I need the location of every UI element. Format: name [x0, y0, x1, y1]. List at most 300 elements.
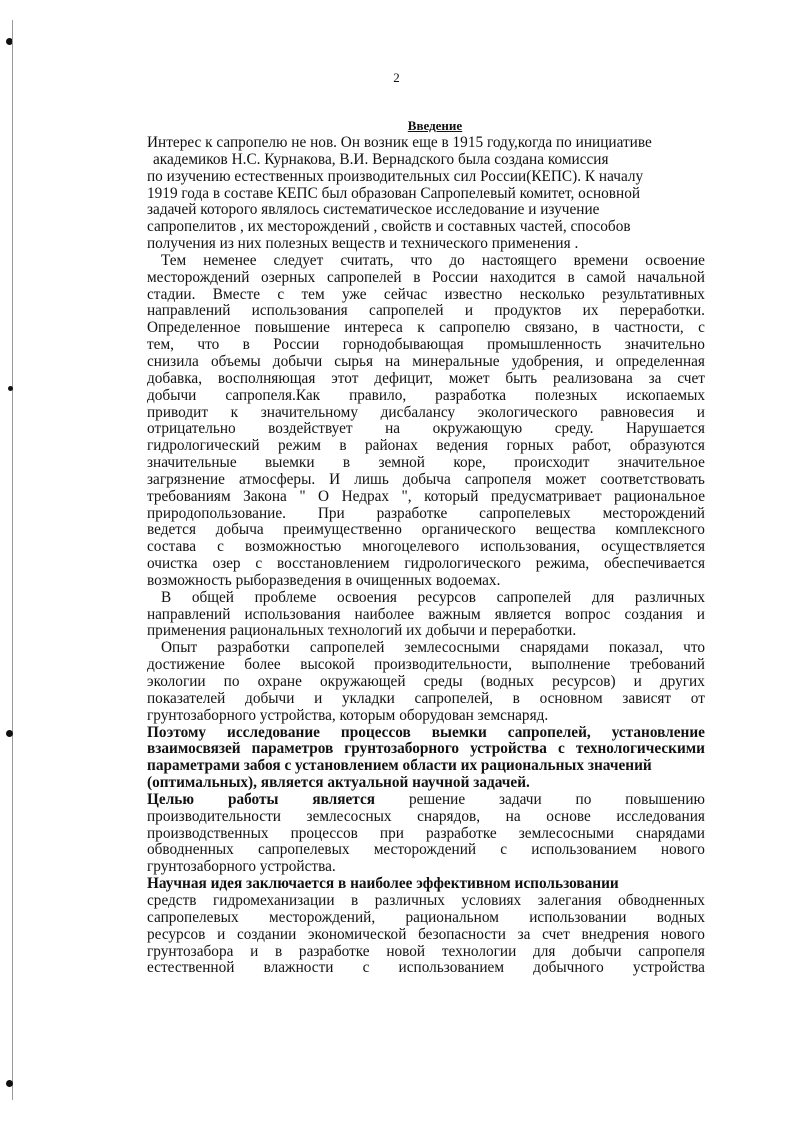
word: дефицит, [374, 369, 433, 387]
text-line [147, 826, 705, 843]
word: загрязнение [147, 470, 225, 488]
word: образуются [629, 437, 705, 455]
word: возможностью [245, 538, 342, 556]
word: для [533, 942, 556, 960]
word: ведется [147, 521, 196, 539]
text-line [147, 303, 705, 320]
idea-lead: Научная идея заключается в наиболее эффективном использовании [147, 875, 619, 893]
word: наиболее [354, 605, 415, 623]
text-line [147, 421, 705, 438]
word: тем, [147, 336, 174, 354]
word: землесосных [306, 807, 392, 825]
word: гидрологический [147, 437, 260, 455]
word: добыча [402, 470, 451, 488]
text-line [147, 438, 705, 455]
text-line: сапропелитов , их месторождений , свойств и составных частей, способов [147, 218, 631, 236]
word: с [362, 959, 370, 977]
word: очистка [147, 555, 198, 573]
word: значительно [624, 336, 705, 354]
word: комплексного [615, 521, 705, 539]
word: этот [331, 369, 359, 387]
word: влажности [263, 959, 334, 977]
text-line [147, 893, 705, 910]
word: и [696, 403, 705, 421]
word: основе [546, 807, 591, 825]
word: может [448, 369, 490, 387]
word: что [683, 639, 705, 657]
word: использованием [398, 959, 505, 977]
word: в [342, 454, 351, 472]
word: приводит [147, 403, 209, 421]
word: соответствовать [600, 470, 705, 488]
word: сапропелевых [147, 908, 239, 926]
word: несколько [519, 285, 585, 303]
word: с [217, 538, 224, 556]
word: устройства [632, 959, 705, 977]
word: ресурсов [417, 588, 476, 606]
word: вещества [535, 521, 596, 539]
text-line [147, 270, 705, 287]
word: воздействует [268, 420, 353, 438]
word: считать, [340, 251, 394, 269]
word: безопасности [418, 925, 506, 943]
word: производственных [147, 824, 269, 842]
text-line: параметрами забоя с установлением области их рациональных значений [147, 757, 652, 775]
word: в [351, 891, 359, 909]
text-line [147, 741, 705, 758]
word: исследование [227, 723, 320, 741]
word: настоящего [481, 251, 557, 269]
word: минеральные [412, 352, 500, 370]
word: снарядами [636, 824, 705, 842]
text-line [147, 522, 705, 539]
word: с [500, 841, 508, 859]
word: добычи [147, 386, 197, 404]
word: повышение [254, 319, 330, 337]
text-line [147, 455, 705, 472]
word: требованиям [147, 487, 231, 505]
word: зависят [622, 689, 672, 707]
document-title: Введение [407, 118, 463, 133]
word: от [690, 689, 705, 707]
word: новой [386, 942, 426, 960]
word: в [567, 268, 575, 286]
word: сапропелю [439, 319, 511, 337]
word: является [312, 790, 376, 808]
word: ресурсов) [552, 673, 616, 690]
text-line [147, 539, 705, 556]
word: в [592, 319, 600, 337]
word: сапропелей [326, 268, 402, 286]
word: лишь [354, 470, 389, 488]
text-line: применения рациональных технологий их добычи и переработки. [147, 622, 577, 640]
word: с [255, 555, 263, 573]
word: следует [273, 251, 324, 269]
word: повышению [625, 790, 705, 808]
word: на [385, 420, 401, 438]
text-line [147, 472, 705, 489]
word: рациональное [614, 487, 705, 505]
word: отрицательно [147, 420, 236, 438]
word: производительности, [374, 656, 512, 674]
word: достижение [147, 656, 225, 674]
word: озер [212, 555, 241, 573]
word: гидромеханизации [213, 891, 335, 909]
paragraph-problem [147, 590, 705, 641]
word: укладки [341, 689, 395, 707]
word: месторождений [147, 268, 250, 286]
word: О [318, 487, 330, 505]
word: нового [660, 841, 705, 859]
word: равновесия [600, 403, 675, 421]
word: озерных [261, 268, 316, 286]
word: освоения [337, 588, 397, 606]
word: сапропелей, [414, 689, 493, 707]
word: снизила [147, 352, 199, 370]
word: добычи [572, 942, 622, 960]
word: Определенное [147, 319, 241, 337]
text-line: 1919 года в составе КЕПС был образован Сапропелевый комитет, основной [147, 184, 641, 202]
text-line [147, 842, 705, 859]
word: землесосными [518, 824, 614, 842]
word: условиях [461, 891, 522, 909]
word: более [244, 656, 281, 674]
scan-edge-line [12, 20, 13, 1100]
word: интереса [344, 319, 403, 337]
word: Недрах [341, 487, 390, 505]
word: сапропелевых [479, 504, 571, 522]
scan-punch-mark [8, 386, 13, 391]
word: устройства [470, 740, 547, 758]
word: с [277, 285, 285, 303]
word: горнодобывающая [342, 336, 464, 354]
word: природопользование. [147, 504, 286, 522]
text-line [147, 506, 705, 523]
word: вопрос [565, 605, 611, 623]
word: с [698, 319, 705, 337]
word: выполнение [531, 656, 611, 674]
word: режим [278, 437, 321, 455]
word: в [339, 437, 347, 455]
paragraph-experience [147, 640, 705, 724]
paragraph-intro [147, 135, 705, 253]
word: тем [301, 285, 325, 303]
word: направлений [147, 605, 231, 623]
word: добычи [245, 689, 295, 707]
text-line: задачей которого являлось систематическое исследование и изучение [147, 201, 600, 219]
word: по [575, 790, 592, 808]
word: технологии [441, 942, 517, 960]
text-line [147, 590, 705, 607]
word: неменее [203, 251, 257, 269]
word: значительное [617, 454, 705, 472]
word: сапропелевых [257, 841, 350, 859]
word: за [517, 925, 531, 943]
word: является [494, 605, 551, 623]
scan-punch-mark [6, 730, 13, 737]
word: добыча [215, 521, 264, 539]
word: земной [378, 454, 425, 472]
word: происходит [514, 454, 590, 472]
word: показал, [608, 639, 664, 657]
word: Целью [147, 790, 195, 808]
text-line [147, 354, 705, 371]
word: коре, [453, 454, 486, 472]
word: разработка [435, 386, 506, 404]
word: в [274, 942, 283, 960]
text-line [147, 405, 705, 422]
word: выемки [431, 723, 487, 741]
word: значительному [260, 403, 358, 421]
word: средств [147, 891, 197, 909]
word: нового [660, 925, 705, 943]
word: различных [374, 891, 445, 909]
text-line [147, 674, 705, 691]
word: переработки. [619, 302, 705, 320]
word: высокой [300, 656, 355, 674]
text-line: возможность рыборазведения в очищенных водоемах. [147, 571, 501, 589]
text-line: академиков Н.С. Курнакова, В.И. Вернадского была создана комиссия [153, 150, 609, 168]
word: к [230, 403, 239, 421]
word: показателей [147, 689, 226, 707]
text-line [147, 388, 705, 405]
text-line [147, 253, 705, 270]
word: установление [611, 723, 705, 741]
word: до [449, 251, 465, 269]
word: работ, [572, 437, 612, 455]
word: и [217, 925, 226, 943]
word: Опыт [161, 639, 198, 657]
word: экономической [307, 925, 407, 943]
word: уже [341, 285, 367, 303]
text-line [147, 809, 705, 826]
word: задачи [499, 790, 542, 808]
word: При [317, 504, 345, 522]
word: преимущественно [283, 521, 402, 539]
word: выемки [264, 454, 315, 472]
word: их [582, 302, 599, 320]
word: за [648, 369, 662, 387]
word: общей [191, 588, 234, 606]
word: (водных [480, 673, 535, 690]
word: создании [236, 925, 297, 943]
word: Вместе [212, 285, 261, 303]
word: создания [624, 605, 683, 623]
word: ископаемых [626, 386, 705, 404]
word: параметров [251, 740, 334, 758]
text-line [147, 556, 705, 573]
word: и [464, 302, 474, 320]
word: который [424, 487, 479, 505]
word: Нарушается [625, 420, 705, 438]
text-line [147, 691, 705, 708]
word: в [413, 268, 421, 286]
word: добычного [533, 959, 604, 977]
word: сапропелей, [507, 723, 591, 741]
word: в [512, 689, 520, 707]
word: разработке [298, 942, 370, 960]
word: среды [423, 673, 463, 690]
text-line [147, 287, 705, 304]
word: проблеме [254, 588, 317, 606]
word: связано, [524, 319, 578, 337]
text-line [147, 960, 705, 977]
word: восстановлением [277, 555, 390, 573]
word: продуктов [494, 302, 562, 320]
word: ", [401, 487, 412, 505]
word: стадии. [147, 285, 196, 303]
word: взаимосвязей [147, 740, 241, 758]
word: добычи [272, 352, 323, 370]
word: гидрологического [404, 555, 521, 573]
word: требований [629, 656, 705, 674]
word: Закона [243, 487, 287, 505]
word: внедрения [581, 925, 650, 943]
word: использования [251, 302, 348, 320]
word: ведения [436, 437, 489, 455]
word: для [591, 588, 615, 606]
word: грунтозаборного [344, 740, 460, 758]
word: определенная [615, 352, 705, 370]
text-line [147, 944, 705, 961]
word: промышленность [487, 336, 602, 354]
word: сапропелей [496, 588, 572, 606]
text-line [147, 320, 705, 337]
word: реализована [552, 369, 633, 387]
word: к [417, 319, 425, 337]
word: залегания [537, 891, 602, 909]
word: предусматривает [490, 487, 602, 505]
word: правило, [349, 386, 407, 404]
word: В [161, 588, 172, 606]
word: режима, [535, 555, 590, 573]
word: многоцелевого [362, 538, 460, 556]
text-line: (оптимальных), является актуальной научной задачей. [147, 774, 530, 792]
word: процессов [340, 723, 411, 741]
word: производительности [147, 807, 281, 825]
word: удобрения, [511, 352, 584, 370]
word: обводненных [618, 891, 705, 909]
word: экологического [477, 403, 578, 421]
word: на [385, 352, 401, 370]
word: рациональном [405, 908, 499, 926]
word: известно [444, 285, 503, 303]
word: разработке [426, 824, 497, 842]
word: сапропелей [309, 639, 385, 657]
word: разработки [217, 639, 290, 657]
word: разработке [376, 504, 448, 522]
word: обводненных [147, 841, 234, 859]
word: водных [656, 908, 705, 926]
word: месторождений, [268, 908, 376, 926]
text-line [147, 640, 705, 657]
word: грунтозабора [147, 942, 234, 960]
word: естественной [147, 959, 235, 977]
word: сейчас [383, 285, 428, 303]
word: времени [573, 251, 629, 269]
word: Поэтому [147, 723, 207, 741]
word: различных [634, 588, 705, 606]
word: с [558, 740, 565, 758]
word: полезных [534, 386, 598, 404]
text-line [147, 337, 705, 354]
paragraph-relevance [147, 725, 705, 792]
word: Тем [161, 251, 187, 269]
word: быть [505, 369, 538, 387]
word: использования, [480, 538, 581, 556]
paragraph-idea [147, 876, 705, 977]
word: основном [539, 689, 603, 707]
text-line [147, 910, 705, 927]
word: освоение [645, 251, 705, 269]
paragraph-goal [147, 792, 705, 876]
word: счет [542, 925, 570, 943]
word: атмосферы. [238, 470, 316, 488]
text-line [147, 792, 705, 809]
word: горных [506, 437, 554, 455]
word: сапропелей [368, 302, 444, 320]
word: процессов [290, 824, 358, 842]
text-line [147, 725, 705, 742]
text-line [147, 607, 705, 624]
word: месторождений [602, 504, 705, 522]
text-line [147, 489, 705, 506]
scan-punch-mark [6, 1080, 13, 1087]
word: экологии [147, 673, 206, 690]
word: направлений [147, 302, 231, 320]
word: обеспечивается [604, 555, 705, 573]
word: осуществляется [601, 538, 705, 556]
word: окружающей [319, 673, 406, 690]
text-line: по изучению естественных производительных сил России(КЕПС). К началу [147, 167, 644, 185]
word: землесосными [404, 639, 500, 657]
text-line: грунтозаборного устройства, которым оборудован земснаряд. [147, 706, 549, 724]
word: при [379, 824, 404, 842]
word: снарядами [519, 639, 589, 657]
text-line [147, 927, 705, 944]
page-number: 2 [393, 70, 400, 85]
word: по [223, 673, 240, 690]
word: что [197, 336, 220, 354]
text-line [147, 371, 705, 388]
word: значительные [147, 454, 237, 472]
paragraph-state-of-development [147, 253, 705, 590]
word: окружающую [432, 420, 523, 438]
word: восполняющая [217, 369, 316, 387]
word: других [659, 673, 705, 690]
word: России [432, 268, 479, 286]
word: начальной [637, 268, 705, 286]
word: объемы [210, 352, 261, 370]
text-line: получения из них полезных веществ и технического применения . [147, 235, 579, 253]
word: сырья [334, 352, 374, 370]
word: и [250, 942, 259, 960]
word: среду. [554, 420, 594, 438]
word: и [314, 689, 323, 707]
word: использовании [529, 908, 627, 926]
word: добавка, [147, 369, 203, 387]
word: частности, [614, 319, 684, 337]
word: решение [408, 790, 466, 808]
word: снарядов, [417, 807, 481, 825]
word: сапропеля [638, 942, 705, 960]
word: в [242, 336, 250, 354]
word: находится [489, 268, 556, 286]
word: и [595, 352, 604, 370]
word: исследования [616, 807, 705, 825]
word: самой [586, 268, 626, 286]
word: сапропеля [464, 470, 532, 488]
